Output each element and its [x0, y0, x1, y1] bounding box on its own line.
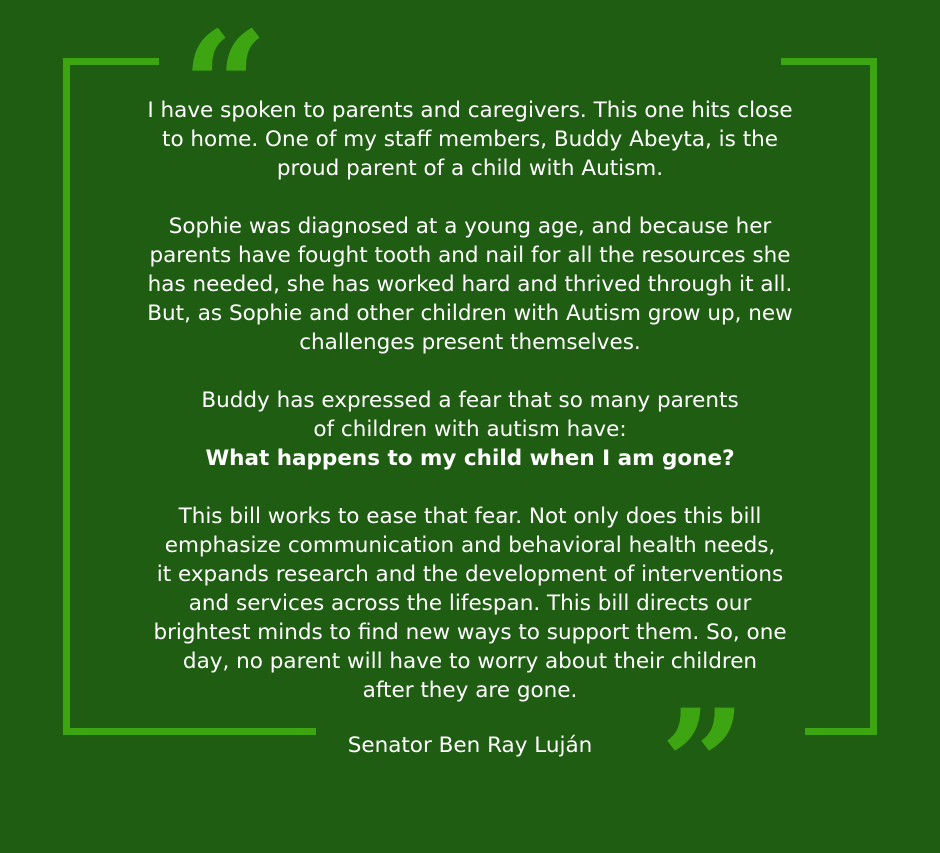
quote-line: challenges present themselves. [299, 330, 641, 355]
frame-top-right-bar [781, 58, 877, 65]
quote-attribution: Senator Ben Ray Luján [347, 733, 593, 758]
quote-line: Buddy has expressed a fear that so many parents [201, 388, 739, 413]
quote-line: But, as Sophie and other children with Autism grow up, new [147, 301, 793, 326]
quote-line: of children with autism have: [313, 417, 627, 442]
close-quote-icon: ” [660, 677, 747, 853]
quote-body [90, 96, 850, 705]
open-quote-icon: “ [182, 0, 269, 175]
quote-paragraph-2 [90, 212, 850, 357]
quote-line: emphasize communication and behavioral health needs, [164, 533, 776, 558]
quote-paragraph-4 [90, 502, 850, 705]
quote-paragraph-3 [90, 386, 850, 473]
quote-emphasis: What happens to my child when I am gone? [205, 446, 735, 471]
quote-line: has needed, she has worked hard and thrived through it all. [147, 272, 793, 297]
quote-line: after they are gone. [362, 678, 578, 703]
quote-line: day, no parent will have to worry about their children [182, 649, 758, 674]
quote-line: parents have fought tooth and nail for all the resources she [149, 243, 791, 268]
quote-paragraph-1 [90, 96, 850, 183]
quote-line: brightest minds to find new ways to support them. So, one [153, 620, 787, 645]
quote-line: proud parent of a child with Autism. [276, 156, 664, 181]
quote-line: it expands research and the development of interventions [156, 562, 784, 587]
frame-left-bar [63, 58, 70, 735]
quote-line: to home. One of my staff members, Buddy Abeyta, is the [162, 127, 778, 152]
frame-right-bar [870, 58, 877, 735]
quote-line: I have spoken to parents and caregivers. This one hits close [147, 98, 793, 123]
frame-top-left-bar [63, 58, 159, 65]
quote-line: This bill works to ease that fear. Not only does this bill [178, 504, 762, 529]
quote-line: Sophie was diagnosed at a young age, and because her [168, 214, 772, 239]
quote-line: and services across the lifespan. This bill directs our [188, 591, 752, 616]
